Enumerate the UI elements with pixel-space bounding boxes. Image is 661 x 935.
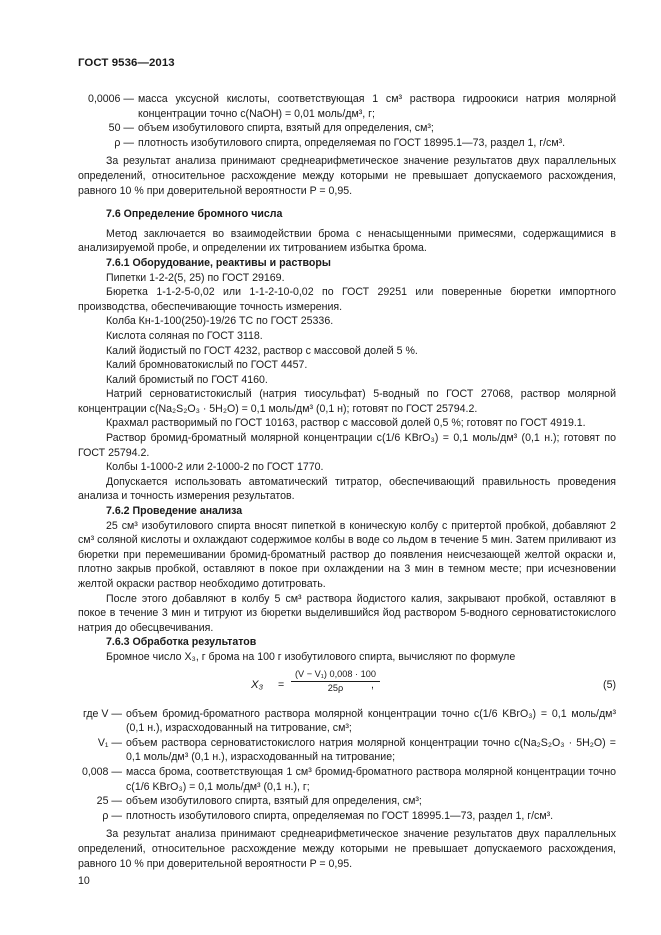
formula-fraction <box>291 669 380 694</box>
subsection-heading: 7.6.3 Обработка результатов <box>106 636 257 649</box>
formula-lhs: X₃ <box>251 678 264 691</box>
definition-row <box>78 736 616 765</box>
page-number: 10 <box>78 875 90 887</box>
definition-term: ρ — <box>102 809 122 822</box>
result-paragraph: За результат анализа принимают среднеарифметическое значение результатов двух параллельных определений, относительное расхождение между которыми не превышает допускаемого расхождения, равного 10 % при доверительной вероятности P = 0,95. <box>78 155 616 197</box>
formula-intro: Бромное число X₃, г брома на 100 г изобутилового спирта, вычисляют по формуле <box>106 650 516 663</box>
definition-text: объем раствора серноватистокислого натрия молярной концентрации точно c(Na₂S₂O₃ · 5H₂O) = 0,1 моль/дм³ (0,1 н.), израсходованный на титрование; <box>126 736 616 764</box>
definition-row <box>78 92 616 121</box>
definition-text: масса уксусной кислоты, соответствующая 1 см³ раствора гидроокиси натрия молярной концентрации точно c(NaOH) = 0,01 моль/дм³, г; <box>138 93 616 120</box>
definition-text: плотность изобутилового спирта, определяемая по ГОСТ 18995.1—73, раздел 1, г/см³. <box>138 136 566 149</box>
equipment-item: Калий йодистый по ГОСТ 4232, раствор с массовой долей 5 %. <box>106 344 418 357</box>
subsection-heading: 7.6.2 Проведение анализа <box>106 505 243 518</box>
definition-text: масса брома, соответствующая 1 см³ бромид-броматного раствора молярной концентрации точно c(1/6 KBrO₃) = 0,1 моль/дм³ (0,1 н.), г; <box>126 765 616 793</box>
formula-numerator: (V − V₁) 0,008 · 100 <box>291 669 380 682</box>
page-content <box>78 92 616 871</box>
definition-row <box>78 121 616 136</box>
result-paragraph: За результат анализа принимают среднеарифметическое значение результатов двух параллельных определений, относительное расхождение между которыми не превышает допускаемого расхождения, равного 10 % при доверительной вероятности P = 0,95. <box>78 828 616 870</box>
equipment-item: Колбы 1-1000-2 или 2-1000-2 по ГОСТ 1770. <box>106 461 324 474</box>
definition-row <box>78 136 616 151</box>
definition-term: 0,0006 — <box>88 93 134 105</box>
procedure-paragraph: После этого добавляют в колбу 5 см³ раствора йодистого калия, закрывают пробкой, оставляют в покое в течение 3 мин и титруют из бюретки выделившийся йод раствором 5-водного серноватистокислого натрия до обесцвечивания. <box>78 592 616 634</box>
formula-denominator: 25ρ <box>327 682 344 693</box>
definition-term: 50 — <box>108 122 134 135</box>
equipment-item: Калий бромистый по ГОСТ 4160. <box>106 373 268 386</box>
definition-row <box>78 794 616 809</box>
formula-comma: , <box>371 678 374 691</box>
definition-text: плотность изобутилового спирта, определяемая по ГОСТ 18995.1—73, раздел 1, г/см³. <box>126 809 554 822</box>
method-intro: Метод заключается во взаимодействии брома с ненасыщенными примесями, содержащимися в анализируемой пробе, и определении их титрованием избытка брома. <box>78 227 616 255</box>
equipment-item: Крахмал растворимый по ГОСТ 10163, раствор с массовой долей 0,5 %; готовят по ГОСТ 4919.1. <box>106 417 586 430</box>
document-header: ГОСТ 9536—2013 <box>78 57 175 69</box>
equipment-item: Колба Кн-1-100(250)-19/26 ТС по ГОСТ 25336. <box>106 315 334 328</box>
section-heading: 7.6 Определение бромного числа <box>106 208 283 221</box>
formula-equals: = <box>278 678 285 691</box>
definition-term: 25 — <box>96 795 122 808</box>
definition-text: объем изобутилового спирта, взятый для определения, см³; <box>126 795 422 808</box>
equipment-item: Калий бромноватокислый по ГОСТ 4457. <box>106 359 308 372</box>
definition-term: где V — <box>82 707 122 720</box>
definition-row <box>78 809 616 824</box>
equipment-item: Допускается использовать автоматический титратор, обеспечивающий правильность проведения анализа и точность измерения результатов. <box>78 475 616 503</box>
definition-text: объем бромид-броматного раствора молярной концентрации точно c(1/6 KBrO₃) = 0,1 моль/дм³ (0,1 н.), израсходованный на титрование, см³; <box>126 707 616 735</box>
definition-term: ρ — <box>114 136 134 149</box>
equipment-item: Натрий серноватистокислый (натрия тиосульфат) 5-водный по ГОСТ 27068, раствор молярной концентрации c(Na₂S₂O₃ · 5H₂O) = 0,1 моль/дм³ (0,1 н); готовят по ГОСТ 25794.2. <box>78 388 616 415</box>
definition-term: V₁ — <box>97 736 122 749</box>
procedure-paragraph: 25 см³ изобутилового спирта вносят пипеткой в коническую колбу с притертой пробкой, добавляют 2 см³ соляной кислоты и охлаждают содержимое колбы в воде со льдом в течение 5 мин. Затем приливают из бюретки при перемешивании бромид-броматный раствор до появления неисчезающей желтой окраски и, плотно закрыв пробкой, оставляют в покое при охлаждении на 3 мин в темном месте; при исчезновении желтой окраски раствор необходимо дотитровать. <box>78 519 616 590</box>
definition-row <box>78 765 616 794</box>
equipment-item: Бюретка 1-1-2-5-0,02 или 1-1-2-10-0,02 по ГОСТ 29251 или поверенные бюретки импортного производства, обеспечивающие точность измерения. <box>78 286 616 313</box>
subsection-heading: 7.6.1 Оборудование, реактивы и растворы <box>106 256 331 269</box>
formula-number: (5) <box>603 678 616 691</box>
definition-row <box>78 707 616 736</box>
equipment-item: Раствор бромид-броматный молярной концентрации c(1/6 KBrO₃) = 0,1 моль/дм³ (0,1 н.); готовят по ГОСТ 25794.2. <box>78 432 616 459</box>
definition-term: 0,008 — <box>81 765 122 778</box>
equipment-item: Пипетки 1-2-2(5, 25) по ГОСТ 29169. <box>106 271 285 284</box>
definition-text: объем изобутилового спирта, взятый для определения, см³; <box>138 122 434 135</box>
formula-block <box>78 669 616 703</box>
equipment-item: Кислота соляная по ГОСТ 3118. <box>106 329 263 342</box>
